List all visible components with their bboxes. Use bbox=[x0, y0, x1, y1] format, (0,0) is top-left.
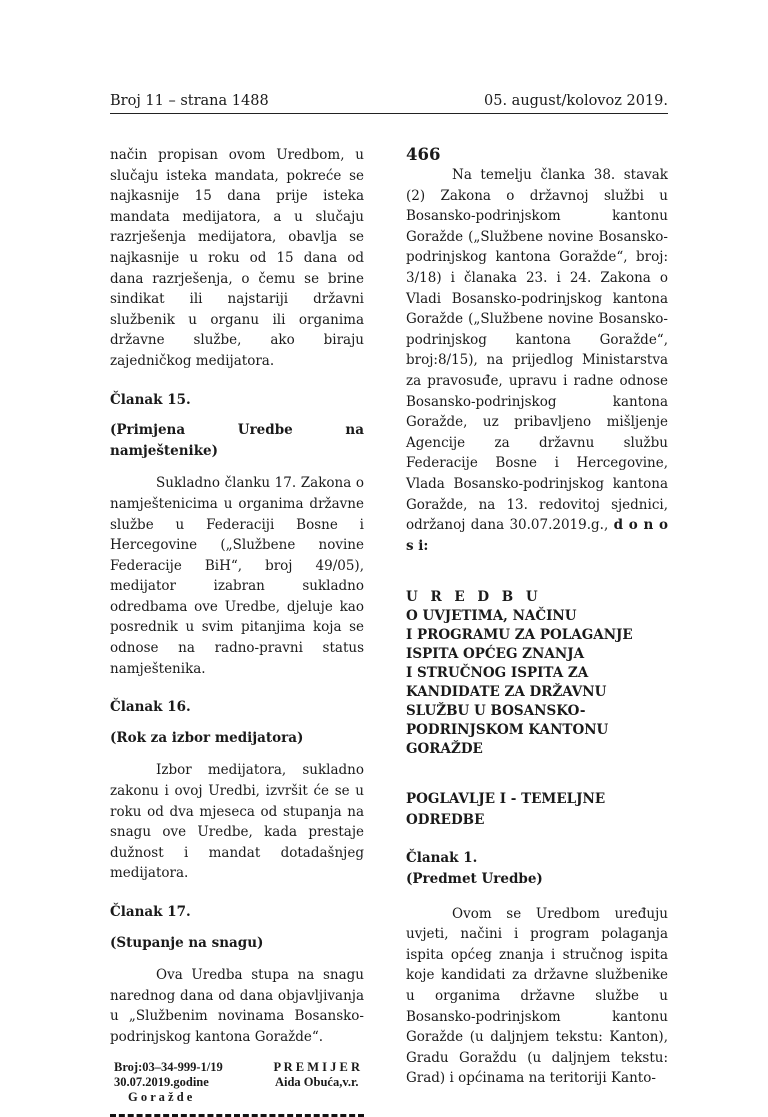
signature-reference bbox=[114, 1060, 223, 1105]
issue-date: 05. august/kolovoz 2019. bbox=[484, 93, 668, 109]
article-1-text: Ovom se Uredbom uređuju uvjeti, načini i program polaganja ispita općeg znanja i stručnog ispita koje kandidati za državne službenike u organima državne službe u Bosansko-podrinjskom kantonu Goražde (u daljnjem tekstu: Kanton), Gradu Goraždu (u daljnjem tekstu: Grad) i općinama na teritoriji Kanto- bbox=[406, 905, 668, 1087]
regulation-title bbox=[406, 588, 668, 759]
donosi-label: d o n o s i: bbox=[406, 517, 668, 554]
preamble-text: Na temelju članka 38. stavak (2) Zakona o državnoj službi u Bosansko-podrinjskom kantonu Goražde („Službene novine Bosansko-podrinjskog kantona Goražde“, broj: 3/18) i članaka 23. i 24. Zakona o Vladi Bosansko-podrinjskog kantona Goražde („Službene novine Bosansko-podrinjskog kantona Goražde“, broj:8/15), na prijedlog Ministarstva za pravosuđe, upravu i radne odnose Bosansko-podrinjskog kantona Goražde, uz pribavljeno mišljenje Agencije za državnu službu Federacije Bosne i Hercegovine, Vlada Bosansko-podrinjskog kantona Goražde, na 13. redovitoj sjednici, održanoj dana 30.07.2019.g., d o n o s i: bbox=[406, 167, 668, 554]
title-line-6: KANDIDATE ZA DRŽAVNU bbox=[406, 684, 607, 701]
article-1-number: Članak 1. bbox=[406, 850, 478, 867]
left-column bbox=[110, 145, 364, 1117]
title-line-8: PODRINJSKOM KANTONU bbox=[406, 722, 609, 739]
title-line-4: ISPITA OPĆEG ZNANJA bbox=[406, 646, 585, 663]
title-line-3: I PROGRAMU ZA POLAGANJE bbox=[406, 627, 633, 644]
reference-place: G o r a ž d e bbox=[128, 1089, 193, 1104]
page-header bbox=[110, 93, 668, 114]
title-line-2: O UVJETIMA, NAČINU bbox=[406, 608, 577, 625]
article-17-number: Članak 17. bbox=[110, 904, 191, 920]
article-1-title: (Predmet Uredbe) bbox=[406, 871, 543, 888]
article-17-text: Ova Uredba stupa na snagu narednog dana od dana objavljivanja u „Službenim novinama Bosansko-podrinjskog kantona Goražde“. bbox=[110, 967, 364, 1045]
signatory-role: P R E M I J E R bbox=[273, 1059, 360, 1074]
right-column bbox=[406, 145, 668, 1089]
article-16-title: (Rok za izbor medijatora) bbox=[110, 729, 304, 746]
title-line-5: I STRUČNOG ISPITA ZA bbox=[406, 665, 589, 682]
issue-page-label: Broj 11 – strana 1488 bbox=[110, 93, 269, 109]
signatory bbox=[274, 1060, 360, 1090]
signatory-name: Aida Obuća,v.r. bbox=[274, 1074, 359, 1089]
chapter-heading: POGLAVLJE I - TEMELJNE ODREDBE bbox=[406, 791, 606, 828]
reference-number: Broj:03–34-999-1/19 bbox=[114, 1059, 223, 1074]
article-16-text: Izbor medijatora, sukladno zakonu i ovoj Uredbi, izvršit će se u roku od dva mjeseca od stupanja na snagu ove Uredbe, kada prestaje dužnost i mandat dotadašnjeg medijatora. bbox=[110, 762, 364, 882]
title-line-7: SLUŽBU U BOSANSKO- bbox=[406, 703, 586, 720]
article-17-title: (Stupanje na snagu) bbox=[110, 934, 264, 951]
article-15-number: Članak 15. bbox=[110, 391, 191, 408]
article-15-title: (Primjena Uredbe na namještenike) bbox=[110, 422, 364, 459]
article-16-number: Članak 16. bbox=[110, 699, 191, 716]
dashed-separator bbox=[110, 1114, 364, 1117]
title-line-1: U R E D B U bbox=[406, 589, 542, 606]
reference-date: 30.07.2019.godine bbox=[114, 1074, 209, 1089]
title-line-9: GORAŽDE bbox=[406, 741, 483, 758]
signature-block bbox=[110, 1060, 364, 1110]
act-number: 466 bbox=[406, 145, 441, 164]
continued-paragraph: način propisan ovom Uredbom, u slučaju isteka mandata, pokreće se najkasnije 15 dana prije isteka mandata medijatora, a u slučaju razrješenja medijatora, obavlja se najkasnije u roku od 15 dana od dana razrješenja, o čemu se brine sindikat ili najstariji državni službenik u organu ili organima državne službe, ako biraju zajedničkog medijatora. bbox=[110, 147, 364, 369]
article-15-text: Sukladno članku 17. Zakona o namještenicima u organima državne službe u Federaciji Bosne i Hercegovine („Službene novine Federacije BiH“, broj 49/05), medijator izabran sukladno odredbama ove Uredbe, djeluje kao posrednik u svim pitanjima koja se odnose na radno-pravni status namještenika. bbox=[110, 475, 364, 677]
